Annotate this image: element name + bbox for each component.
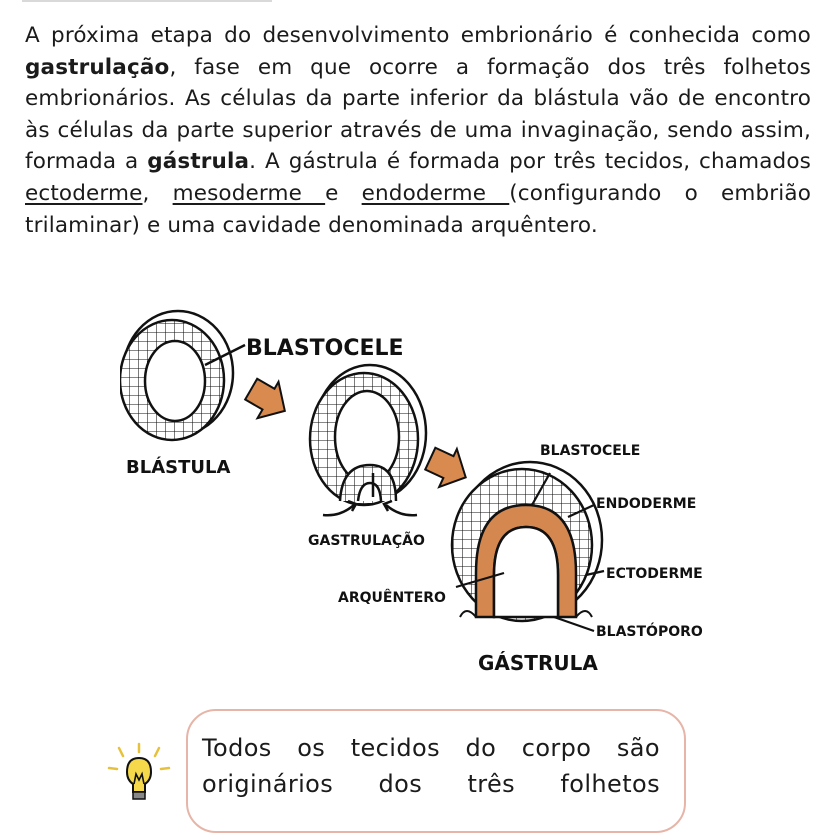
early-gastrula-drawing xyxy=(310,365,426,515)
label-endoderme: ENDODERME xyxy=(596,496,697,512)
top-divider xyxy=(22,0,272,2)
label-blastocele-2: BLASTOCELE xyxy=(540,443,641,459)
lightbulb-icon xyxy=(105,742,175,802)
term-gastrula: gástrula xyxy=(147,149,250,175)
term-mesoderme: mesoderme xyxy=(172,180,326,206)
term-gastrulacao: gastrulação xyxy=(25,54,170,80)
gastrulation-paragraph xyxy=(25,20,811,241)
gastrulation-diagram xyxy=(120,305,720,690)
label-blastoporo: BLASTÓPORO xyxy=(596,624,703,640)
blastula-drawing xyxy=(120,311,245,440)
paragraph-text: (configurando o embrião trilaminar) e uma cavidade denominada arquêntero. xyxy=(25,180,812,238)
gastrula-drawing xyxy=(452,462,604,631)
paragraph-text: . A gástrula é formada por três tecidos, chamados xyxy=(249,149,811,175)
label-ectoderme: ECTODERME xyxy=(606,566,703,582)
arrow-1 xyxy=(240,372,296,428)
paragraph-text: , xyxy=(142,180,173,206)
label-gastrulacao: GASTRULAÇÃO xyxy=(308,533,425,549)
term-endoderme: endoderme xyxy=(361,180,510,206)
term-ectoderme: ectoderme xyxy=(25,180,143,206)
label-blastula: BLÁSTULA xyxy=(126,457,231,478)
label-gastrula: GÁSTRULA xyxy=(478,651,598,675)
label-blastocele-1: BLASTOCELE xyxy=(246,336,404,361)
callout-text: Todos os tecidos do corpo são originários dos três folhetos xyxy=(202,734,660,798)
paragraph-text: e xyxy=(325,180,362,206)
label-arquentero: ARQUÊNTERO xyxy=(338,590,446,606)
paragraph-text: A próxima etapa do desenvolvimento embrionário é conhecida como xyxy=(25,23,811,48)
arrow-2 xyxy=(421,441,475,496)
paragraph-text: , fase em que ocorre a formação dos três folhetos embrionários. As células da parte inferior da blástula vão de encontro às células da parte superior através de uma invaginação, sendo assim, formada a xyxy=(25,54,811,175)
